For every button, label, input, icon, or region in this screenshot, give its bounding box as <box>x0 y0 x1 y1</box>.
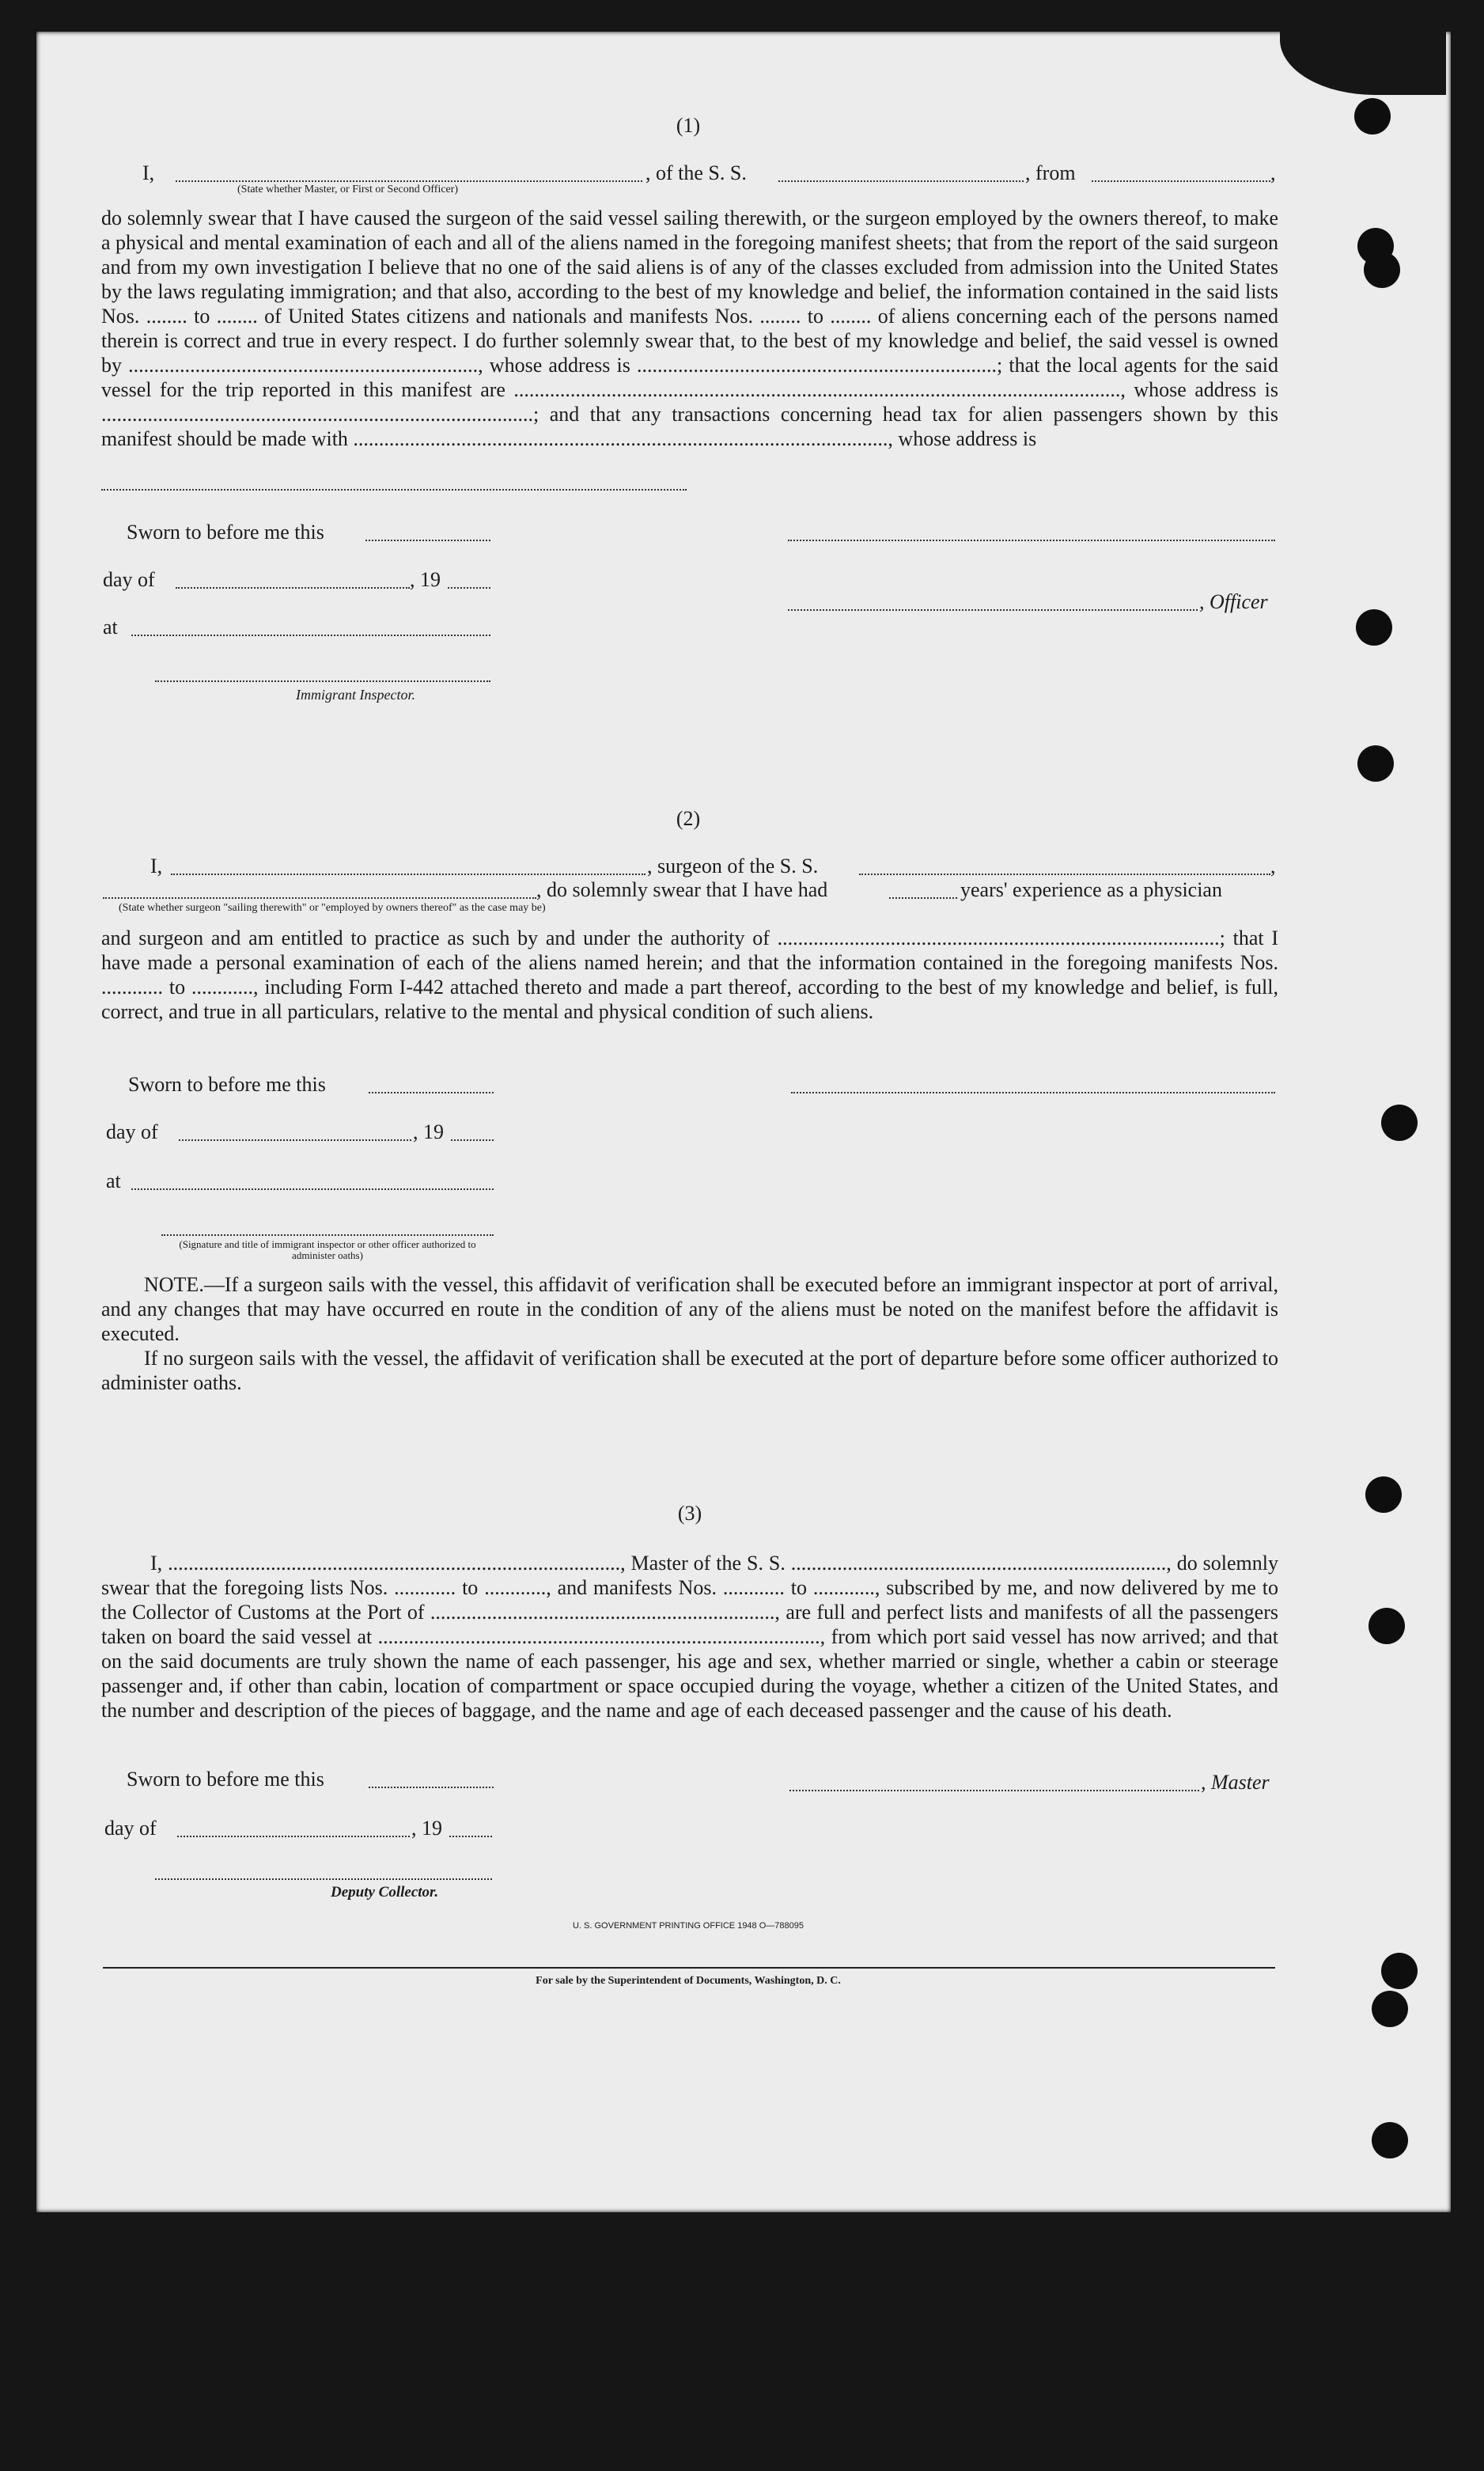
year-label-3: , 19 <box>411 1817 442 1840</box>
from-port-field[interactable] <box>1092 180 1270 182</box>
sworn-date-field-1[interactable] <box>365 540 490 541</box>
day-of-field-2[interactable] <box>179 1139 411 1141</box>
punch-hole <box>1369 1608 1405 1644</box>
collector-title: Deputy Collector. <box>331 1884 439 1901</box>
punch-hole <box>1381 1105 1418 1141</box>
sworn-date-field-2[interactable] <box>369 1092 494 1093</box>
year-label-2: , 19 <box>413 1120 444 1143</box>
trailing-comma: , <box>1270 161 1276 184</box>
section-1-number: (1) <box>676 114 701 137</box>
surgeon-swear-label: , do solemnly swear that I have had <box>536 878 828 901</box>
year-label-1: , 19 <box>410 568 441 591</box>
sworn-label-3: Sworn to before me this <box>127 1768 324 1791</box>
section-3-oath-text <box>101 1551 1278 1722</box>
surgeon-oath-paragraph: and surgeon and am entitled to practice as such by and under the authority of ......................................................................................; that I have made a personal examination of each of the aliens named herein; and that the information contained in the foregoing manifests Nos. ............ to ............, including Form I-442 attached thereto and made a part thereof, according to the best of my knowledge and belief, is full, correct, and true in all particulars, relative to the mental and physical condition of such aliens. <box>101 927 1278 1023</box>
of-ss-label: , of the S. S. <box>645 161 747 184</box>
from-label: , from <box>1025 161 1076 184</box>
punch-hole <box>1372 2122 1408 2158</box>
officer-title: , Officer <box>1199 590 1268 613</box>
punch-hole <box>1364 252 1400 288</box>
surgeon-signature-line[interactable] <box>791 1092 1275 1093</box>
years-experience-field[interactable] <box>889 897 957 899</box>
master-oath-paragraph: I, ........................................................................................, Master of the S. S. ........................................................................., do solemnly swear that the foregoing lists Nos. ............ to ............, and manifests Nos. ............ to ............, subscribed by me, and now delivered by me to the Collector of Customs at the Port of ..................................................................., are full and perfect lists and manifests of all the passengers taken on board the said vessel at ......................................................................................, from which port said vessel has now arrived; and that on the said documents are truly shown the name of each passenger, his age and sex, whether married or single, whether a cabin or steerage passenger and, if other than cabin, location of compartment or space occupied during the voyage, whether a citizen of the United States, and the number and description of the pieces of baggage, and the name and age of each deceased passenger and the cause of his death. <box>101 1552 1278 1722</box>
year-field-1[interactable] <box>448 587 490 589</box>
note-paragraph-2: If no surgeon sails with the vessel, the affidavit of verification shall be executed at the port of departure before some officer authorized to administer oaths. <box>101 1347 1278 1394</box>
officer-signature-line-top[interactable] <box>788 540 1275 541</box>
punch-hole <box>1381 1953 1418 1989</box>
day-of-field-1[interactable] <box>176 587 410 589</box>
sale-notice: For sale by the Superintendent of Documents, Washington, D. C. <box>536 1975 841 1987</box>
at-place-field-1[interactable] <box>131 635 490 636</box>
sworn-label-1: Sworn to before me this <box>127 521 324 544</box>
sworn-date-field-3[interactable] <box>369 1787 494 1788</box>
sworn-label-2: Sworn to before me this <box>128 1073 326 1096</box>
officer-signature-line[interactable] <box>788 609 1198 611</box>
year-field-3[interactable] <box>449 1836 492 1837</box>
section-3-number: (3) <box>677 1502 702 1525</box>
officer-rank-note: (State whether Master, or First or Second Officer) <box>237 184 459 195</box>
surgeon-status-field[interactable] <box>103 897 536 899</box>
surgeon-trailing-comma: , <box>1270 855 1276 877</box>
punch-hole <box>1372 1991 1408 2027</box>
year-field-2[interactable] <box>451 1139 494 1141</box>
punch-hole <box>1354 98 1391 135</box>
surgeon-status-note: (State whether surgeon "sailing therewith" or "employed by owners thereof" as the case may be) <box>119 902 546 914</box>
oath-officer-note: (Signature and title of immigrant inspector or other officer authorized to administer oaths) <box>179 1238 476 1261</box>
vessel-name-field[interactable] <box>778 180 1024 182</box>
day-of-label-3: day of <box>104 1817 157 1840</box>
section-2-number: (2) <box>676 807 701 830</box>
address-continuation-field[interactable] <box>101 489 687 491</box>
at-label-1: at <box>103 616 118 639</box>
collector-signature-line[interactable] <box>155 1878 492 1880</box>
at-label-2: at <box>106 1169 121 1192</box>
inspector-signature-line[interactable] <box>155 680 490 682</box>
master-title: , Master <box>1201 1771 1270 1794</box>
at-place-field-2[interactable] <box>131 1188 494 1190</box>
oath-i-label: I, <box>142 161 155 184</box>
years-experience-label: years' experience as a physician <box>960 878 1222 901</box>
oath-paragraph: do solemnly swear that I have caused the surgeon of the said vessel sailing therewith, or the surgeon employed by the owners thereof, to make a physical and mental examination of each and all of the aliens named in the foregoing manifest sheets; that from the report of the said surgeon and from my own investigation I believe that no one of the said aliens is of any of the classes excluded from admission into the United States by the laws regulating immigration; and that also, according to the best of my knowledge and belief, the information contained in the said lists Nos. ........ to ........ of United States citizens and nationals and manifests Nos. ........ to ........ of aliens concerning each of the persons named therein is correct and true in every respect. I do further solemnly swear that, to the best of my knowledge and belief, the said vessel is owned by ...................................................................., whose address is ......................................................................; that the local agents for the said vessel for the trip reported in this manifest are ......................................................................................................................, whose address is ....................................................................................; and that any transactions concerning head tax for alien passengers shown by this manifest should be made with ........................................................................................................, whose address is <box>101 207 1278 450</box>
inspector-title: Immigrant Inspector. <box>296 687 415 703</box>
surgeon-i-label: I, <box>150 855 163 877</box>
section-1-oath-text <box>101 206 1278 451</box>
surgeon-of-ss-label: , surgeon of the S. S. <box>647 855 819 877</box>
day-of-label-1: day of <box>103 568 155 591</box>
affidavit-note <box>101 1272 1278 1395</box>
officer-name-field[interactable] <box>176 180 642 182</box>
section-2-oath-text <box>101 926 1278 1024</box>
punch-hole <box>1365 1476 1402 1513</box>
surgeon-vessel-field[interactable] <box>859 874 1270 875</box>
punch-hole <box>1356 609 1392 646</box>
punch-hole <box>1357 745 1394 782</box>
day-of-label-2: day of <box>106 1120 158 1143</box>
gpo-imprint: U. S. GOVERNMENT PRINTING OFFICE 1948 O—788095 <box>573 1921 804 1931</box>
surgeon-name-field[interactable] <box>171 874 645 875</box>
oath-officer-signature-line[interactable] <box>161 1234 494 1236</box>
master-signature-line[interactable] <box>789 1790 1199 1791</box>
day-of-field-3[interactable] <box>177 1836 410 1837</box>
footer-rule <box>103 1967 1275 1969</box>
note-paragraph-1: NOTE.—If a surgeon sails with the vessel, this affidavit of verification shall be executed before an immigrant inspector at port of arrival, and any changes that may have occurred en route in the condition of any of the aliens must be noted on the manifest before the affidavit is executed. <box>101 1273 1278 1345</box>
